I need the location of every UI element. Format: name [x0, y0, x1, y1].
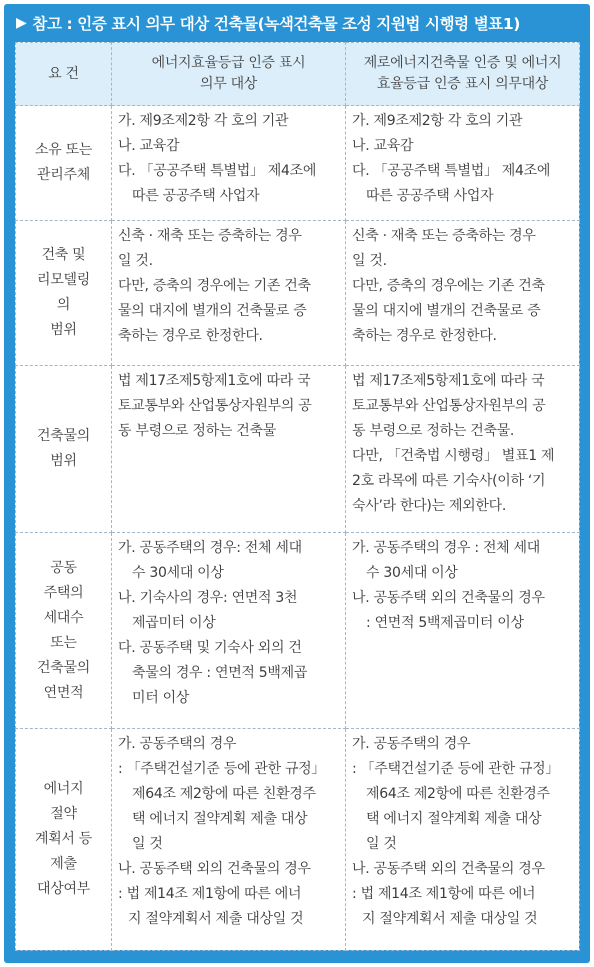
- banner-title: 참고 : 인증 표시 의무 대상 건축물(녹색건축물 조성 지원법 시행령 별표1): [32, 15, 520, 33]
- info-box: [4, 4, 590, 963]
- cell-zero-energy: 가. 제9조제2항 각 호의 기관 나. 교육감 다. 「공공주택 특별법」 제4조에 따른 공공주택 사업자: [346, 106, 580, 221]
- row-label: 에너지 절약 계획서 등 제출 대상여부: [16, 729, 112, 951]
- cell-zero-energy: 법 제17조제5항제1호에 따라 국 토교통부와 산업통상자원부의 공 동 부령으로 정하는 건축물. 다만, 「건축법 시행령」 별표1 제 2호 라목에 따른 기숙사(이하 ‘기 숙사’라 한다)는 제외한다.: [346, 366, 580, 533]
- row-label: 건축 및 리모델링 의 범위: [16, 221, 112, 366]
- header-row: [16, 43, 580, 106]
- requirements-table: [15, 42, 580, 951]
- header-efficiency-grade: 에너지효율등급 인증 표시 의무 대상: [112, 43, 346, 106]
- header-zero-energy: 제로에너지건축물 인증 및 에너지 효율등급 인증 표시 의무대상: [346, 43, 580, 106]
- cell-efficiency: 신축 · 재축 또는 증축하는 경우 일 것. 다만, 증축의 경우에는 기존 건축 물의 대지에 별개의 건축물로 증 축하는 경우로 한정한다.: [112, 221, 346, 366]
- cell-efficiency: 가. 제9조제2항 각 호의 기관 나. 교육감 다. 「공공주택 특별법」 제4조에 따른 공공주택 사업자: [112, 106, 346, 221]
- header-requirement: 요 건: [16, 43, 112, 106]
- table-container: [15, 42, 579, 950]
- banner: [4, 4, 590, 42]
- table-row: [16, 366, 580, 533]
- table-row: [16, 729, 580, 951]
- cell-efficiency: 가. 공동주택의 경우 : 「주택건설기준 등에 관한 규정」 제64조 제2항에 따른 친환경주 택 에너지 절약계획 제출 대상 일 것 나. 공동주택 외의 건축물의 경우 : 법 제14조 제1항에 따른 에너 지 절약계획서 제출 대상일 것: [112, 729, 346, 951]
- cell-efficiency: 법 제17조제5항제1호에 따라 국 토교통부와 산업통상자원부의 공 동 부령으로 정하는 건축물: [112, 366, 346, 533]
- row-label: 건축물의 범위: [16, 366, 112, 533]
- cell-zero-energy: 가. 공동주택의 경우 : 「주택건설기준 등에 관한 규정」 제64조 제2항에 따른 친환경주 택 에너지 절약계획 제출 대상 일 것 나. 공동주택 외의 건축물의 경우 : 법 제14조 제1항에 따른 에너 지 절약계획서 제출 대상일 것: [346, 729, 580, 951]
- cell-efficiency: 가. 공동주택의 경우: 전체 세대 수 30세대 이상 나. 기숙사의 경우: 연면적 3천 제곱미터 이상 다. 공동주택 및 기숙사 외의 건 축물의 경우 : 연면적 5백제곱 미터 이상: [112, 533, 346, 729]
- row-label: 공동 주택의 세대수 또는 건축물의 연면적: [16, 533, 112, 729]
- cell-zero-energy: 가. 공동주택의 경우 : 전체 세대 수 30세대 이상 나. 공동주택 외의 건축물의 경우 : 연면적 5백제곱미터 이상: [346, 533, 580, 729]
- row-label: 소유 또는 관리주체: [16, 106, 112, 221]
- table-row: [16, 533, 580, 729]
- table-row: [16, 221, 580, 366]
- cell-zero-energy: 신축 · 재축 또는 증축하는 경우 일 것. 다만, 증축의 경우에는 기존 건축 물의 대지에 별개의 건축물로 증 축하는 경우로 한정한다.: [346, 221, 580, 366]
- table-row: [16, 106, 580, 221]
- right-triangle-icon: ▶: [16, 15, 27, 31]
